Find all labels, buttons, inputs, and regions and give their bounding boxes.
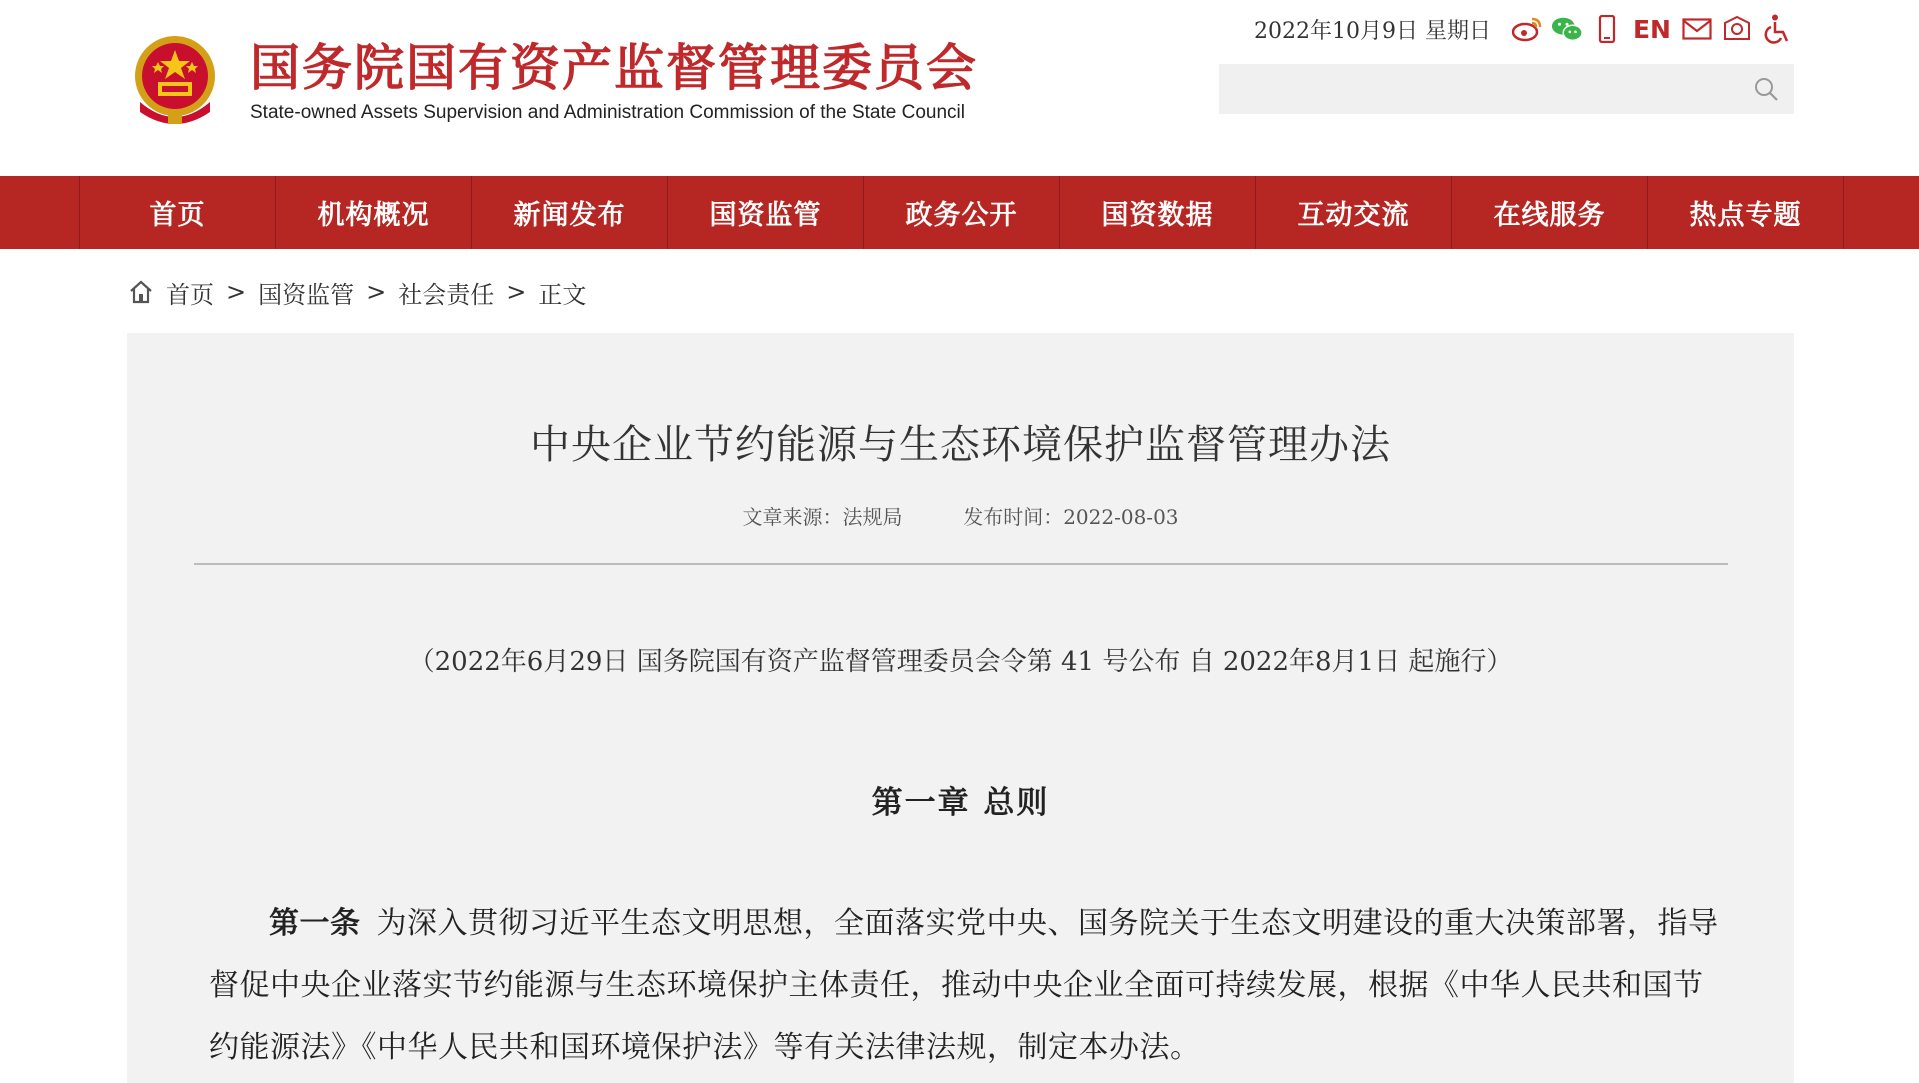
- nav-item-online-service[interactable]: 在线服务: [1452, 176, 1648, 249]
- search-icon[interactable]: [1752, 75, 1780, 103]
- breadcrumb: [128, 274, 586, 310]
- breadcrumb-separator: >: [366, 278, 387, 306]
- promulgation-note: （2022年6月29日 国务院国有资产监督管理委员会令第 41 号公布 自 2022年8月1日 起施行）: [408, 647, 1513, 677]
- article-paragraph: [209, 893, 1719, 1079]
- main-nav: [0, 176, 1919, 249]
- site-subtitle: State-owned Assets Supervision and Administration Commission of the State Council: [250, 102, 965, 123]
- site-title[interactable]: 国务院国有资产监督管理委员会: [250, 39, 978, 97]
- national-emblem-icon[interactable]: [130, 32, 220, 128]
- clause-text: 为深入贯彻习近平生态文明思想，全面落实党中央、国务院关于生态文明建设的重大决策部署，指导督促中央企业落实节约能源与生态环境保护主体责任，推动中央企业全面可持续发展，根据《中华人民共和国节约能源法》《中华人民共和国环境保护法》等有关法律法规，制定本办法。: [209, 906, 1719, 1065]
- home-icon[interactable]: [128, 279, 154, 305]
- article-meta: [127, 501, 1794, 530]
- site-header: [0, 0, 1919, 176]
- nav-item-interaction[interactable]: 互动交流: [1256, 176, 1452, 249]
- mail-icon[interactable]: [1681, 13, 1713, 45]
- top-toolbar: [1254, 12, 1797, 46]
- current-date: 2022年10月9日 星期日: [1254, 18, 1491, 44]
- wheelchair-icon[interactable]: [1761, 13, 1793, 45]
- breadcrumb-current: 正文: [538, 280, 587, 309]
- article-title: 中央企业节约能源与生态环境保护监督管理办法: [530, 422, 1391, 468]
- breadcrumb-social-responsibility[interactable]: 社会责任: [398, 280, 495, 309]
- wechat-icon[interactable]: [1551, 13, 1583, 45]
- search-input[interactable]: [1219, 64, 1739, 114]
- article-container: [127, 333, 1794, 1083]
- divider: [194, 563, 1728, 565]
- nav-item-news[interactable]: 新闻发布: [472, 176, 668, 249]
- article-source: 文章来源：法规局: [742, 505, 903, 529]
- nav-item-open-government[interactable]: 政务公开: [864, 176, 1060, 249]
- chapter-title: 第一章 总则: [871, 785, 1050, 821]
- clause-number: 第一条: [269, 906, 361, 941]
- accessibility-chat-icon[interactable]: [1721, 13, 1753, 45]
- search-box: [1219, 64, 1794, 114]
- nav-item-organization[interactable]: 机构概况: [276, 176, 472, 249]
- mobile-icon[interactable]: [1591, 13, 1623, 45]
- breadcrumb-home[interactable]: 首页: [166, 280, 214, 309]
- nav-item-supervision[interactable]: 国资监管: [668, 176, 864, 249]
- breadcrumb-separator: >: [226, 278, 247, 306]
- nav-item-data[interactable]: 国资数据: [1060, 176, 1256, 249]
- english-link[interactable]: EN: [1632, 14, 1671, 44]
- nav-item-home[interactable]: 首页: [80, 176, 276, 249]
- nav-item-topics[interactable]: 热点专题: [1648, 176, 1844, 249]
- article-date: 发布时间：2022-08-03: [963, 505, 1179, 529]
- breadcrumb-separator: >: [506, 278, 527, 306]
- breadcrumb-supervision[interactable]: 国资监管: [258, 280, 355, 309]
- weibo-icon[interactable]: [1511, 13, 1543, 45]
